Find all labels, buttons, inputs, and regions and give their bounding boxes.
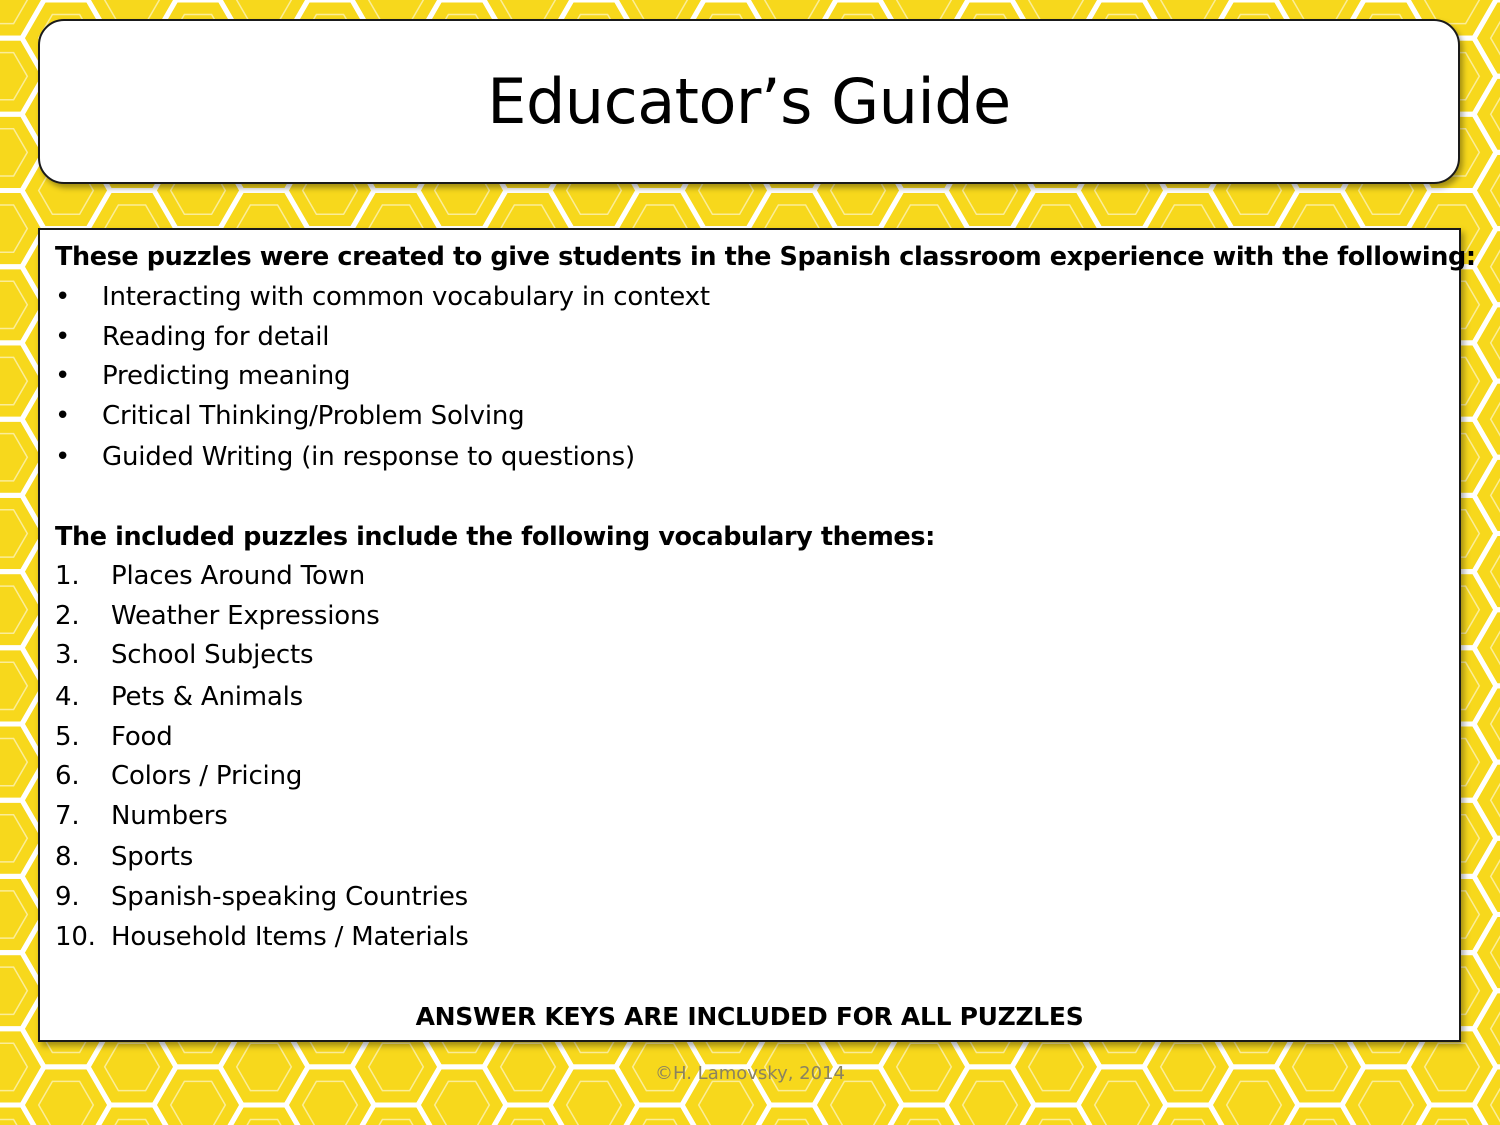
list-number: 9.: [55, 882, 80, 912]
theme-text: Spanish-speaking Countries: [111, 882, 469, 912]
theme-list-item: [55, 601, 380, 631]
list-number: 6.: [55, 761, 80, 791]
skills-heading: These puzzles were created to give students in the Spanish classroom experience with the following:: [55, 242, 1476, 272]
skill-text: Interacting with common vocabulary in context: [102, 282, 710, 312]
list-number: 7.: [55, 801, 80, 831]
answer-keys-note: ANSWER KEYS ARE INCLUDED FOR ALL PUZZLES: [415, 1002, 1084, 1031]
list-number: 5.: [55, 722, 80, 752]
theme-list-item: [55, 640, 313, 670]
skill-text: Critical Thinking/Problem Solving: [102, 401, 525, 431]
skill-list-item: [55, 322, 329, 352]
list-number: 2.: [55, 601, 80, 631]
skill-text: Guided Writing (in response to questions): [102, 442, 635, 472]
theme-text: Weather Expressions: [111, 601, 380, 631]
list-number: 1.: [55, 561, 80, 591]
bullet-icon: •: [55, 282, 71, 312]
skill-list-item: [55, 442, 635, 472]
theme-text: Numbers: [111, 801, 228, 831]
theme-text: Places Around Town: [111, 561, 365, 591]
theme-text: Food: [111, 722, 173, 752]
skill-text: Predicting meaning: [102, 361, 351, 391]
bullet-icon: •: [55, 442, 71, 472]
guide-content-panel: [38, 228, 1476, 1042]
theme-list-item: [55, 922, 469, 952]
bullet-icon: •: [55, 401, 71, 431]
theme-list-item: [55, 801, 228, 831]
skill-text: Reading for detail: [102, 322, 330, 352]
copyright-notice: ©H. Lamovsky, 2014: [655, 1063, 845, 1084]
theme-list-item: [55, 722, 173, 752]
bullet-icon: •: [55, 361, 71, 391]
theme-list-item: [55, 761, 302, 791]
theme-list-item: [55, 842, 193, 872]
title-panel: [38, 19, 1460, 184]
list-number: 10.: [55, 922, 96, 952]
theme-text: Pets & Animals: [111, 682, 304, 712]
skill-list-item: [55, 361, 350, 391]
theme-list-item: [55, 682, 303, 712]
skill-list-item: [55, 282, 710, 312]
list-number: 8.: [55, 842, 80, 872]
theme-list-item: [55, 561, 365, 591]
themes-heading: The included puzzles include the following vocabulary themes:: [55, 522, 935, 552]
theme-text: Household Items / Materials: [111, 922, 469, 952]
theme-text: Colors / Pricing: [111, 761, 303, 791]
skill-list-item: [55, 401, 524, 431]
theme-list-item: [55, 882, 468, 912]
list-number: 3.: [55, 640, 80, 670]
theme-text: School Subjects: [111, 640, 314, 670]
list-number: 4.: [55, 682, 80, 712]
page-title: Educator’s Guide: [487, 65, 1011, 138]
theme-text: Sports: [111, 842, 194, 872]
bullet-icon: •: [55, 322, 71, 352]
